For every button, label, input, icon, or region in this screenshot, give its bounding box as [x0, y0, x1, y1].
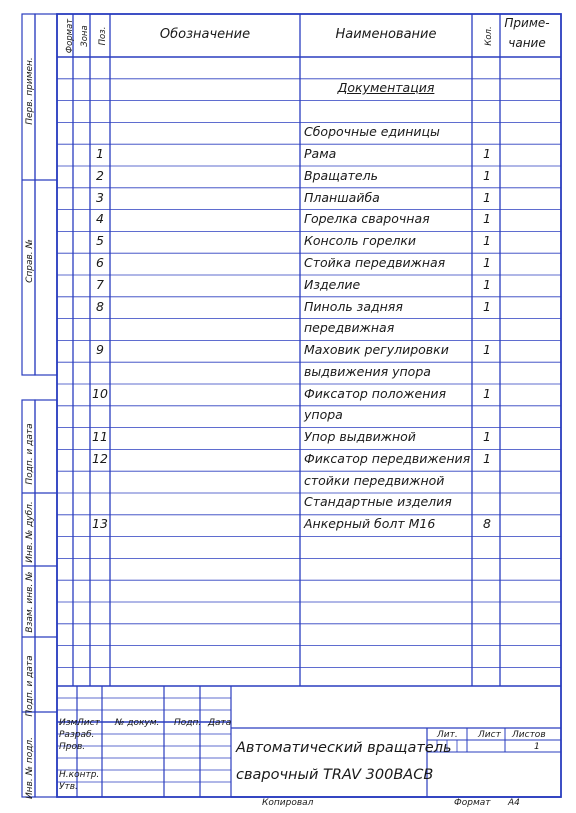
header-zona: Зона — [80, 25, 90, 47]
tb-prov: Пров. — [59, 742, 86, 752]
header-poz: Поз. — [98, 26, 108, 46]
row-poz: 11 — [92, 429, 108, 444]
row-name: стойки передвижной — [304, 473, 445, 488]
row-kol: 8 — [483, 516, 491, 531]
tb-title-line-2: сварочный TRAV 300BACB — [236, 767, 434, 783]
header-format: Формат — [65, 18, 75, 54]
row-name: Фиксатор передвижения — [304, 451, 471, 466]
row-kol: 1 — [483, 190, 491, 205]
section-documentation: Документация — [337, 80, 435, 95]
row-poz: 4 — [96, 211, 104, 226]
row-kol: 1 — [483, 299, 491, 314]
side-label-podp-data-2: Подп. и дата — [25, 655, 35, 717]
side-label-inv-dubl: Инв. № дубл. — [25, 501, 35, 563]
side-label-perv-primen: Перв. примен. — [25, 57, 35, 125]
row-poz: 5 — [96, 233, 104, 248]
header-kol: Кол. — [484, 26, 494, 46]
row-name: Фиксатор положения — [304, 386, 447, 401]
tb-lit: Лит. — [437, 730, 458, 740]
section-assembly-units: Сборочные единицы — [304, 124, 440, 139]
tb-list: Лист — [77, 718, 100, 728]
row-poz: 6 — [96, 255, 104, 270]
header-prim-2: чание — [508, 36, 546, 50]
row-name: Изделие — [304, 277, 361, 292]
row-name: Анкерный болт М16 — [304, 516, 436, 531]
row-kol: 1 — [483, 211, 491, 226]
row-name: Консоль горелки — [304, 233, 417, 248]
row-poz: 3 — [96, 190, 104, 205]
row-name: Пиноль задняя — [304, 299, 403, 314]
tb-listov-value: 1 — [534, 742, 540, 752]
header-prim-1: Приме- — [504, 16, 550, 30]
row-name: Упор выдвижной — [304, 429, 416, 444]
tb-razrab: Разраб. — [59, 730, 95, 740]
header-naimenovanie: Наименование — [335, 27, 437, 42]
row-name: выдвижения упора — [304, 364, 431, 379]
side-label-vzam-inv: Взам. инв. № — [25, 571, 35, 633]
row-poz: 8 — [96, 299, 104, 314]
row-poz: 13 — [92, 516, 108, 531]
tb-n-kontr: Н.контр. — [59, 770, 100, 780]
row-name: Горелка сварочная — [304, 211, 430, 226]
row-poz: 12 — [92, 451, 108, 466]
row-kol: 1 — [483, 233, 491, 248]
row-poz: 10 — [92, 386, 108, 401]
row-kol: 1 — [483, 386, 491, 401]
section-standard-items: Стандартные изделия — [304, 494, 452, 509]
row-poz: 1 — [96, 146, 104, 161]
row-name: упора — [304, 407, 343, 422]
footer-format: Формат — [454, 798, 491, 808]
tb-data: Дата — [208, 718, 232, 728]
tb-podp: Подп. — [174, 718, 202, 728]
side-label-sprav-no: Справ. № — [25, 239, 35, 283]
footer-kopiroval: Копировал — [262, 798, 314, 808]
tb-title-line-1: Автоматический вращатель — [236, 740, 452, 756]
row-poz: 9 — [96, 342, 104, 357]
side-label-inv-podl: Инв. № подл. — [25, 736, 35, 800]
row-kol: 1 — [483, 146, 491, 161]
row-kol: 1 — [483, 168, 491, 183]
row-kol: 1 — [483, 451, 491, 466]
row-name: передвижная — [304, 320, 395, 335]
row-name: Стойка передвижная — [304, 255, 446, 270]
row-kol: 1 — [483, 255, 491, 270]
tb-listov: Листов — [512, 730, 546, 740]
header-oboznachenie: Обозначение — [159, 27, 251, 42]
row-name: Планшайба — [304, 190, 380, 205]
row-kol: 1 — [483, 342, 491, 357]
row-name: Маховик регулировки — [304, 342, 449, 357]
side-label-podp-data-1: Подп. и дата — [25, 423, 35, 485]
row-poz: 7 — [96, 277, 104, 292]
tb-no-dokum: № докум. — [115, 718, 160, 728]
row-name: Вращатель — [304, 168, 378, 183]
footer-format-value: А4 — [508, 798, 520, 808]
row-name: Рама — [304, 146, 337, 161]
tb-izm: Изм. — [59, 718, 81, 728]
row-kol: 1 — [483, 277, 491, 292]
row-poz: 2 — [96, 168, 104, 183]
row-kol: 1 — [483, 429, 491, 444]
tb-utv: Утв. — [59, 782, 78, 792]
tb-list-hdr: Лист — [478, 730, 501, 740]
